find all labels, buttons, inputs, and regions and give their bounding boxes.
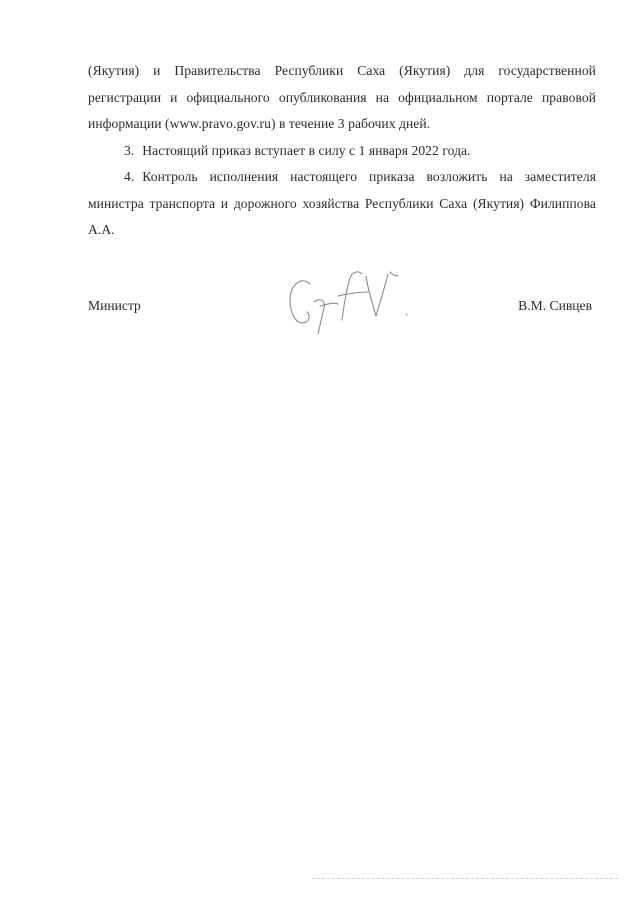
item-number: 3. xyxy=(124,142,135,158)
signatory-name: В.М. Сивцев xyxy=(518,298,592,313)
item-text: Настоящий приказ вступает в силу с 1 января 2022 года. xyxy=(142,142,471,158)
paragraph-continuation: (Якутия) и Правительства Республики Саха (Якутия) для государственной регистрации и официального опубликования на официальном портале правовой информации (www.pravo.gov.ru) в течение 3 рабочих дней. xyxy=(88,63,596,131)
item-number: 4. xyxy=(124,169,135,184)
item-text: Контроль исполнения настоящего приказа возложить на заместителя министра транспорта и дорожного хозяйства Республики Саха (Якутия) Филиппова А.А. xyxy=(88,169,596,237)
list-item-4 xyxy=(88,164,596,244)
document-body xyxy=(88,58,596,244)
signature-line xyxy=(88,298,596,322)
list-item-3 xyxy=(88,138,596,165)
signatory-title: Министр xyxy=(88,298,141,313)
scan-edge-line xyxy=(312,878,618,879)
